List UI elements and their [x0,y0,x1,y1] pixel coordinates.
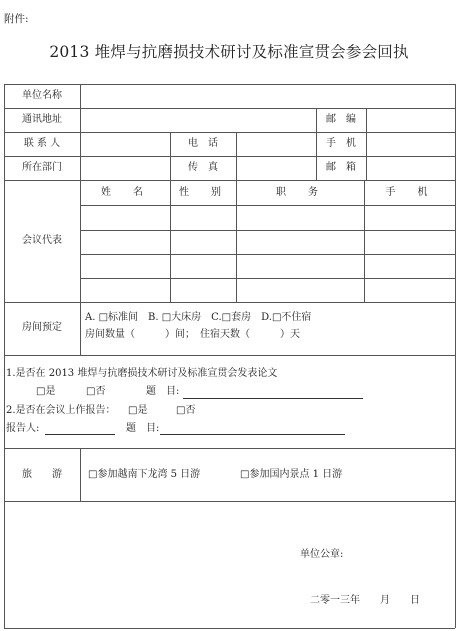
paper-question: 1.是否在 2013 堆焊与抗磨损技术研讨及标准宣贯会发表论文 [6,368,278,379]
reporter-field[interactable] [45,434,115,435]
mobile-field[interactable] [367,133,454,155]
email-label: 邮 箱 [326,162,356,173]
paper-topic-field[interactable] [183,398,363,399]
attachment-label: 附件: [4,13,29,25]
report-question: 2.是否在会议上作报告： [6,405,116,416]
unit-seal-label: 单位公章: [300,549,344,560]
phone-field[interactable] [237,133,315,155]
unit-name-field[interactable] [81,85,454,107]
reporter-label: 报告人: [6,423,40,434]
paper-no-checkbox[interactable]: □否 [86,386,106,397]
phone-label: 电 话 [188,138,218,149]
paper-topic-label: 题 目: [146,386,180,397]
room-type-options[interactable]: A. □标准间 B. □大床房 C.□套房 D.□不住宿 [85,312,312,323]
tour-label: 旅 游 [22,469,62,480]
contact-field[interactable] [81,133,169,155]
delegate-row-3[interactable] [81,255,454,277]
address-label: 通讯地址 [22,114,62,125]
paper-yes-checkbox[interactable]: □是 [36,386,56,397]
contact-label: 联 系 人 [23,138,61,149]
tour-option-domestic[interactable]: □参加国内景点 1 日游 [240,469,343,480]
report-topic-label: 题 目: [126,423,160,434]
unit-name-label: 单位名称 [22,90,62,101]
delegate-col-name: 姓 名 [101,187,149,198]
delegate-col-position: 职 务 [276,187,324,198]
fax-field[interactable] [237,157,315,179]
postcode-field[interactable] [367,109,454,131]
delegate-row-4[interactable] [81,279,454,301]
department-label: 所在部门 [22,162,62,173]
room-count-line[interactable]: 房间数量（ ）间； 住宿天数（ ）天 [85,329,300,340]
address-field[interactable] [81,109,315,131]
fax-label: 传 真 [188,162,218,173]
delegates-label: 会议代表 [22,235,62,246]
tour-option-halong[interactable]: □参加越南下龙湾 5 日游 [88,469,201,480]
page-title: 2013 堆焊与抗磨损技术研讨及标准宣贯会参会回执 [49,43,409,61]
report-topic-field[interactable] [160,434,345,435]
delegate-row-1[interactable] [81,206,454,229]
report-no-checkbox[interactable]: □否 [176,405,196,416]
delegate-row-2[interactable] [81,231,454,253]
report-yes-checkbox[interactable]: □是 [128,405,148,416]
mobile-label: 手 机 [326,138,356,149]
delegate-col-mobile: 手 机 [385,187,434,198]
delegate-col-gender: 性 别 [179,187,227,198]
department-field[interactable] [81,157,169,179]
date-line: 二零一三年 月 日 [310,595,420,606]
email-field[interactable] [367,157,454,179]
room-label: 房间预定 [22,322,62,333]
postcode-label: 邮 编 [326,114,356,125]
